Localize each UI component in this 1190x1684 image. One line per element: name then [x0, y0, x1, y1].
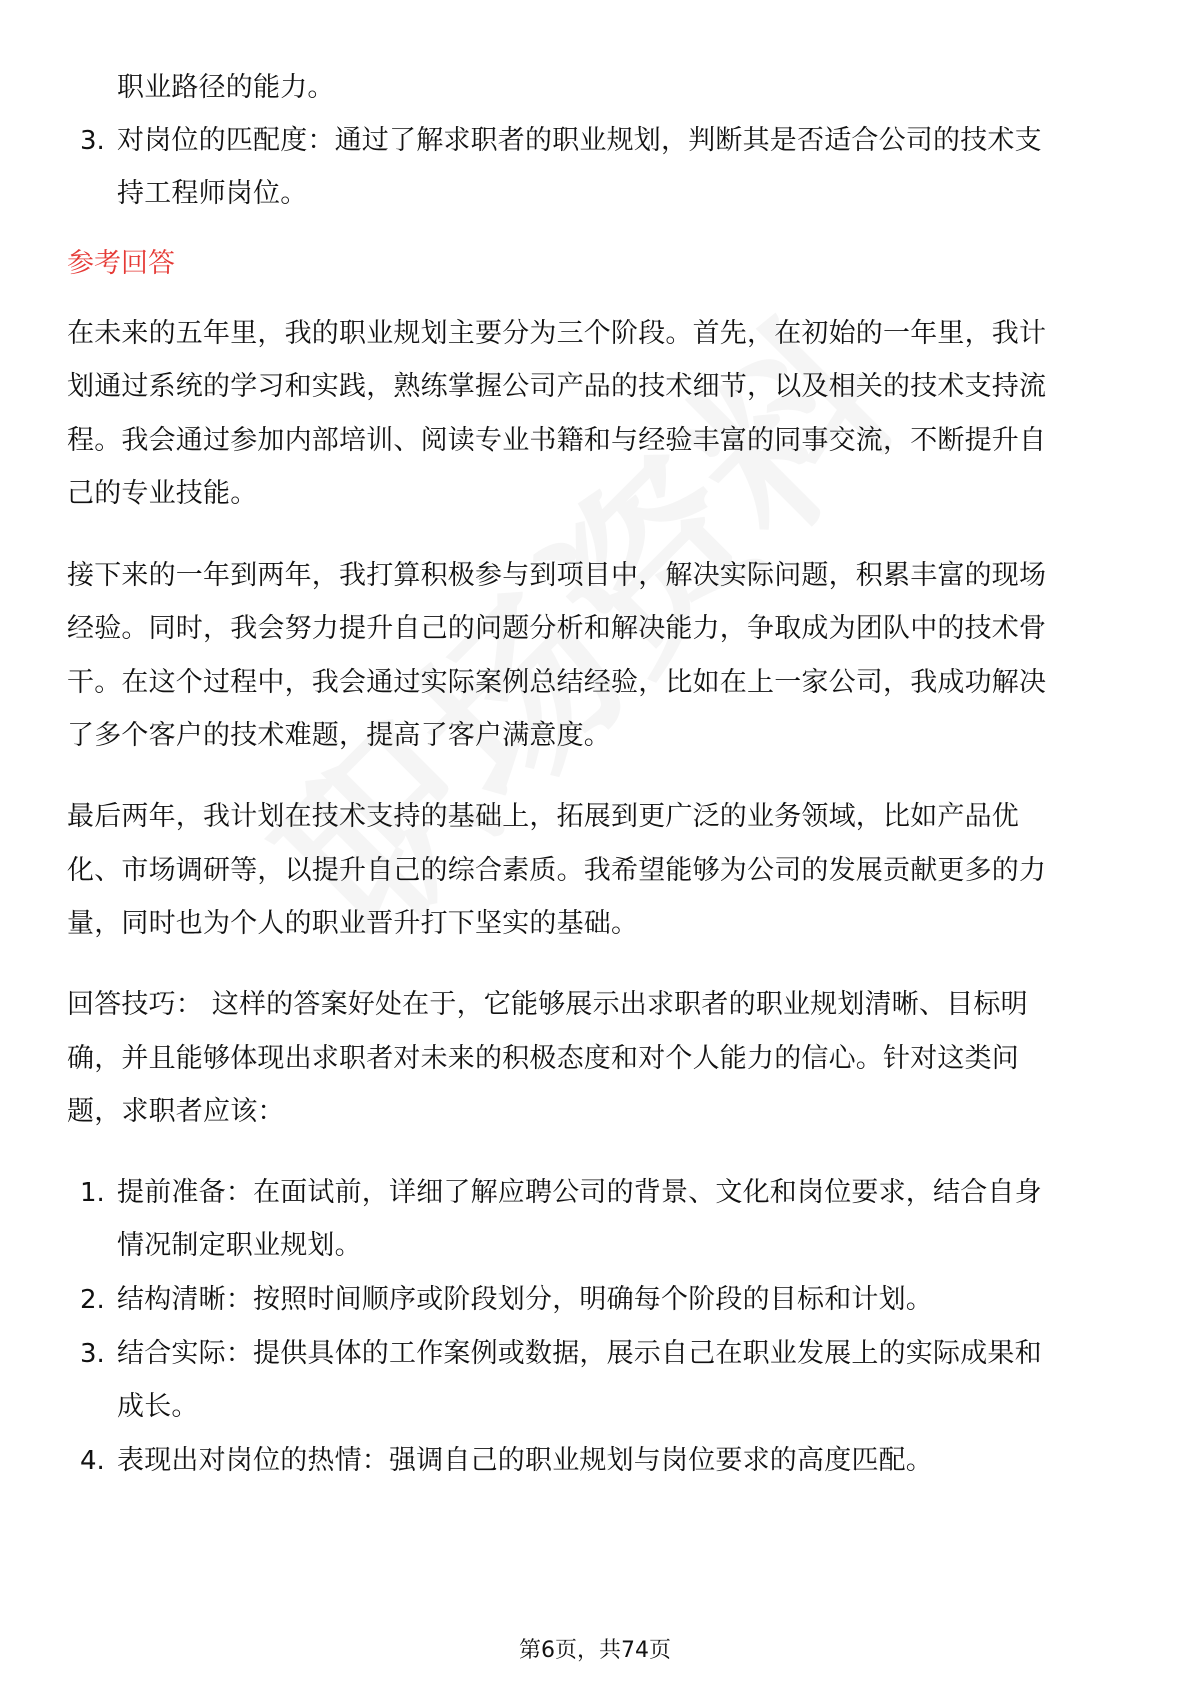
- paragraph-line: 接下来的一年到两年，我打算积极参与到项目中，解决实际问题，积累丰富的现场: [67, 560, 1047, 591]
- tip-item-number: 1.: [80, 1178, 105, 1208]
- tip-item-line: 结构清晰：按照时间顺序或阶段划分，明确每个阶段的目标和计划。: [117, 1284, 933, 1315]
- tip-item-line: 表现出对岗位的热情：强调自己的职业规划与岗位要求的高度匹配。: [117, 1445, 933, 1476]
- tip-item-number: 4.: [80, 1446, 105, 1476]
- purpose-item-line: 对岗位的匹配度：通过了解求职者的职业规划，判断其是否适合公司的技术支: [117, 125, 1042, 156]
- page-footer: 第6页，共74页: [519, 1638, 671, 1663]
- paragraph-line: 己的专业技能。: [67, 478, 258, 509]
- paragraph-line: 了多个客户的技术难题，提高了客户满意度。: [67, 720, 611, 751]
- intro-tail-line: 职业路径的能力。: [117, 72, 335, 103]
- section-heading: 参考回答: [67, 248, 175, 279]
- paragraph-line: 干。在这个过程中，我会通过实际案例总结经验，比如在上一家公司，我成功解决: [67, 667, 1047, 698]
- purpose-item-number: 3.: [80, 126, 105, 156]
- paragraph-line: 程。我会通过参加内部培训、阅读专业书籍和与经验丰富的同事交流，不断提升自: [67, 425, 1047, 456]
- tip-item-number: 2.: [80, 1285, 105, 1315]
- paragraph-line: 在未来的五年里，我的职业规划主要分为三个阶段。首先，在初始的一年里，我计: [67, 318, 1047, 349]
- tip-item-line: 情况制定职业规划。: [117, 1230, 362, 1261]
- paragraph-line: 最后两年，我计划在技术支持的基础上，拓展到更广泛的业务领域，比如产品优: [67, 801, 1019, 832]
- paragraph-line: 经验。同时，我会努力提升自己的问题分析和解决能力，争取成为团队中的技术骨: [67, 613, 1047, 644]
- paragraph-line: 化、市场调研等，以提升自己的综合素质。我希望能够为公司的发展贡献更多的力: [67, 855, 1047, 886]
- paragraph-line: 量，同时也为个人的职业晋升打下坚实的基础。: [67, 908, 639, 939]
- tips-line: 回答技巧： 这样的答案好处在于，它能够展示出求职者的职业规划清晰、目标明: [67, 989, 1028, 1020]
- tips-line: 确，并且能够体现出求职者对未来的积极态度和对个人能力的信心。针对这类问: [67, 1043, 1019, 1074]
- tips-line: 题，求职者应该：: [67, 1096, 285, 1127]
- purpose-item-line: 持工程师岗位。: [117, 178, 308, 209]
- tip-item-line: 成长。: [117, 1391, 199, 1422]
- tip-item-line: 结合实际：提供具体的工作案例或数据，展示自己在职业发展上的实际成果和: [117, 1338, 1042, 1369]
- tip-item-number: 3.: [80, 1339, 105, 1369]
- paragraph-line: 划通过系统的学习和实践，熟练掌握公司产品的技术细节，以及相关的技术支持流: [67, 371, 1047, 402]
- tip-item-line: 提前准备：在面试前，详细了解应聘公司的背景、文化和岗位要求，结合自身: [117, 1177, 1042, 1208]
